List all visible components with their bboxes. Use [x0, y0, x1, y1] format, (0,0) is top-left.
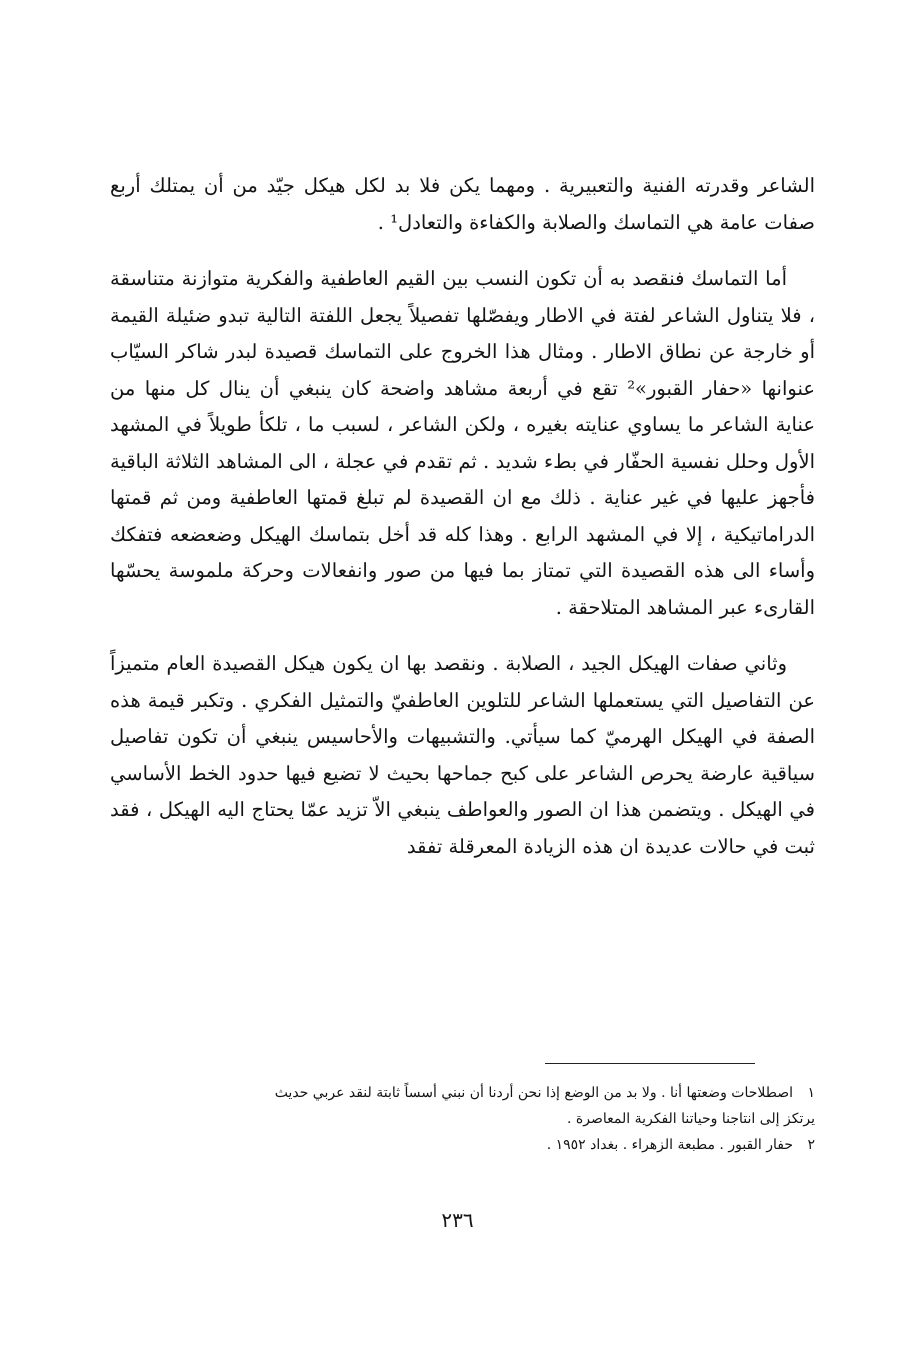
footnote-divider — [545, 1063, 755, 1064]
paragraph-3: وثاني صفات الهيكل الجيد ، الصلابة . ونقصد بها ان يكون هيكل القصيدة العام متميزاً عن التفاصيل التي يستعملها الشاعر للتلوين العاطفيّ والتمثيل الفكري . وتكبر قيمة هذه الصفة في الهيكل الهرميّ كما سيأتي. والتشبيهات والأحاسيس ينبغي أن تكون تفاصيل سياقية عارضة يحرص الشاعر على كبح جماحها بحيث لا تضيع فيها حدود الخط الأساسي في الهيكل . ويتضمن هذا ان الصور والعواطف ينبغي الاّ تزيد عمّا يحتاج اليه الهيكل ، فقد ثبت في حالات عديدة ان هذه الزيادة المعرقلة تفقد — [110, 652, 815, 858]
footnote-number: ٢ — [807, 1137, 815, 1153]
paragraph-1: الشاعر وقدرته الفنية والتعبيرية . ومهما يكن فلا بد لكل هيكل جيّد من أن يمتلك أربع صفات عامة هي التماسك والصلابة والكفاءة والتعادل¹ . — [110, 174, 815, 234]
footnote-2 — [110, 1132, 815, 1158]
footnote-text: اصطلاحات وضعتها أنا . ولا بد من الوضع إذا نحن أردنا أن نبني أسساً ثابتة لنقد عربي حديث — [274, 1085, 793, 1101]
footnote-1 — [110, 1080, 815, 1106]
footnote-1-continued: يرتكز إلى انتاجنا وحياتنا الفكرية المعاصرة . — [567, 1111, 815, 1127]
page-number: ٢٣٦ — [441, 1208, 474, 1232]
body-text — [110, 168, 815, 865]
paragraph-2: أما التماسك فنقصد به أن تكون النسب بين القيم العاطفية والفكرية متوازنة متناسقة ، فلا يتناول الشاعر لفتة في الاطار ويفصّلها تفصيلاً يجعل اللفتة التالية تبدو ضئيلة القيمة أو خارجة عن نطاق الاطار . ومثال هذا الخروج على التماسك قصيدة لبدر شاكر السيّاب عنوانها «حفار القبور»² تقع في أربعة مشاهد واضحة كان ينبغي أن ينال كل منها من عناية الشاعر ما يساوي عنايته بغيره ، ولكن الشاعر ، لسبب ما ، تلكأ طويلاً في المشهد الأول وحلل نفسية الحفّار في بطء شديد . ثم تقدم في عجلة ، الى المشاهد الثلاثة الباقية فأجهز عليها في غير عناية . ذلك مع ان القصيدة لم تبلغ قمتها العاطفية ومن ثم قمتها الدراماتيكية ، إلا في المشهد الرابع . وهذا كله قد أخل بتماسك الهيكل وضعضعه فتفكك وأساء الى هذه القصيدة التي تمتاز بما فيها من صور وانفعالات وحركة ملموسة يحسّها القارىء عبر المشاهد المتلاحقة . — [110, 267, 815, 619]
footnote-text: حفار القبور . مطبعة الزهراء . بغداد ١٩٥٢ . — [546, 1137, 793, 1153]
footnotes — [110, 1080, 815, 1158]
footnote-number: ١ — [807, 1085, 815, 1101]
